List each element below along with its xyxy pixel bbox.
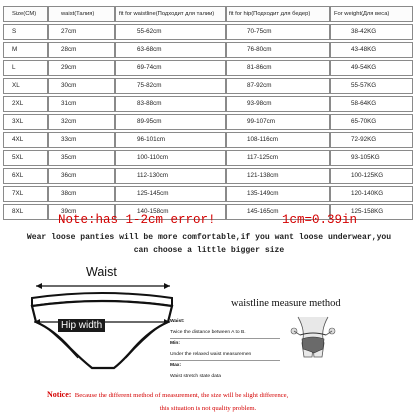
table-cell: 72-92KG [330,132,413,148]
table-cell: 100-110cm [115,150,226,166]
waist-label: Waist [86,265,117,279]
table-cell: 125-145cm [115,186,226,202]
table-cell: 39cm [48,204,115,220]
table-header-cell: fit for waistline(Подходит для талии) [115,6,226,22]
table-cell: 117-125cm [226,150,330,166]
legend-min-text: Under the relaxed waist measuremen [170,351,252,357]
table-header-cell: waist(Талия) [48,6,115,22]
table-cell: 7XL [3,186,48,202]
table-cell: 36cm [48,168,115,184]
legend-min-title: Min: [170,341,181,346]
notice-text-1: Because the different method of measurement, the size will be slight difference, [74,392,289,399]
legend-max-text: Waist stretch state data [170,373,221,379]
table-cell: 76-80cm [226,42,330,58]
unit-conversion-text: 1cm=0.39in [282,213,358,227]
table-cell: 81-86cm [226,60,330,76]
table-cell: 75-82cm [115,78,226,94]
table-cell: 35cm [48,150,115,166]
table-cell: 100-125KG [330,168,413,184]
table-cell: 4XL [3,132,48,148]
table-header-cell: Size(CM) [3,6,48,22]
table-cell: 27cm [48,24,115,40]
table-header-cell: fit for hip(Подходит для бедер) [226,6,330,22]
size-chart-table [3,6,413,220]
size-advice-line-2: can choose a little bigger size [133,245,285,255]
table-cell: 120-140KG [330,186,413,202]
legend-max-title: Max: [170,363,182,368]
table-cell: 55-62cm [115,24,226,40]
table-cell: 108-116cm [226,132,330,148]
notice-line-1 [47,388,288,403]
table-cell: 140-158cm [115,204,226,220]
table-cell: 96-101cm [115,132,226,148]
table-cell: 33cm [48,132,115,148]
measuring-tape-figure-icon [288,313,338,358]
panties-diagram [22,262,182,382]
legend-waist-text: Twice the distance between A to B. [170,329,246,335]
table-cell: 93-98cm [226,96,330,112]
legend-waist-title: Waist: [170,319,185,324]
table-cell: 8XL [3,204,48,220]
measure-legend [170,317,280,382]
table-cell: 2XL [3,96,48,112]
table-cell: 28cm [48,42,115,58]
table-cell: 55-57KG [330,78,413,94]
table-cell: 87-92cm [226,78,330,94]
notice-label: Notice: [47,390,72,399]
table-cell: 65-70KG [330,114,413,130]
table-cell: 145-165cm [226,204,330,220]
table-cell: S [3,24,48,40]
measure-method-title: waistline measure method [231,298,341,309]
table-cell: L [3,60,48,76]
table-cell: XL [3,78,48,94]
table-cell: 6XL [3,168,48,184]
table-cell: 125-158KG [330,204,413,220]
table-cell: 69-74cm [115,60,226,76]
table-cell: 121-138cm [226,168,330,184]
table-cell: 5XL [3,150,48,166]
size-advice [4,232,414,257]
table-cell: 31cm [48,96,115,112]
table-cell: 89-95cm [115,114,226,130]
table-cell: M [3,42,48,58]
table-cell: 30cm [48,78,115,94]
table-cell: 99-107cm [226,114,330,130]
table-cell: 58-64KG [330,96,413,112]
hip-width-label: Hip width [58,319,105,332]
table-cell: 112-130cm [115,168,226,184]
error-tolerance-text: Note:has 1-2cm error! [58,213,216,227]
table-cell: 49-54KG [330,60,413,76]
table-cell: 63-68cm [115,42,226,58]
table-cell: 38-42KG [330,24,413,40]
table-cell: 43-48KG [330,42,413,58]
table-cell: 83-88cm [115,96,226,112]
notice-line-2: this situation is not quality problem. [159,405,257,412]
table-cell: 32cm [48,114,115,130]
table-cell: 3XL [3,114,48,130]
size-advice-line-1: Wear loose panties will be more comfortable,if you want loose underwear,you [26,233,392,242]
error-note [0,213,416,231]
table-header-cell: For weight(Для веса) [330,6,413,22]
table-cell: 70-75cm [226,24,330,40]
table-cell: 29cm [48,60,115,76]
table-cell: 93-105KG [330,150,413,166]
table-cell: 38cm [48,186,115,202]
table-cell: 135-149cm [226,186,330,202]
